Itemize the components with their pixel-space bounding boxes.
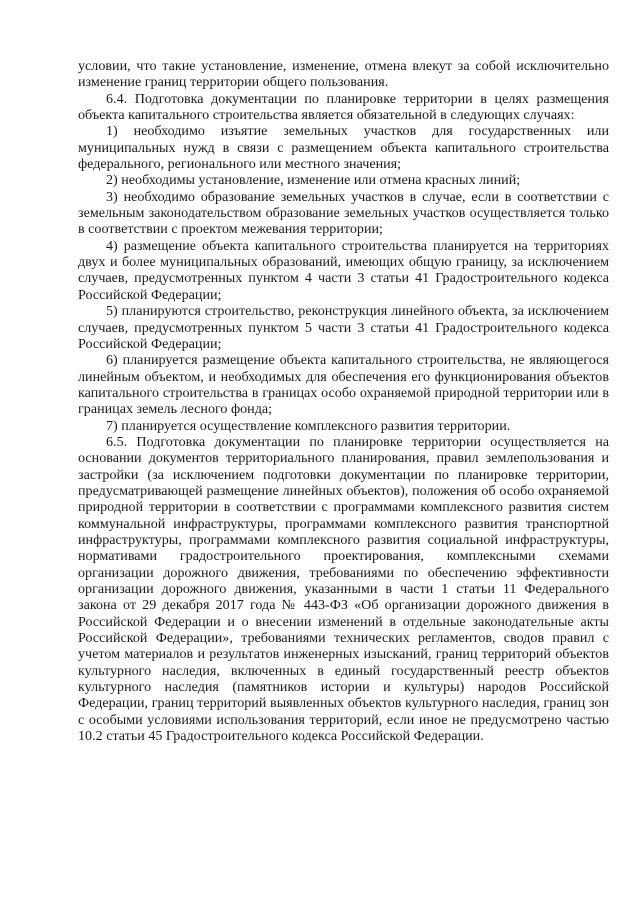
list-item-1: 1) необходимо изъятие земельных участков для государственных или муниципальных нужд в связи с размещением объекта капитального строительства федерального, регионального или местного значения; xyxy=(78,123,609,173)
list-item-3: 3) необходимо образование земельных участков в случае, если в соответствии с земельным законодательством образование земельных участков осуществляется только в соответствии с проектом межевания территории; xyxy=(78,188,609,238)
paragraph-6-4: 6.4. Подготовка документации по планировке территории в целях размещения объекта капитального строительства является обязательной в следующих случаях: xyxy=(78,90,609,124)
list-item-6: 6) планируется размещение объекта капитального строительства, не являющегося линейным объектом, и необходимых для обеспечения его функционирования объектов капитального строительства в границах особо охраняемой природной территории или в границах земель лесного фонда; xyxy=(78,352,609,418)
list-item-7: 7) планируется осуществление комплексного развития территории. xyxy=(106,417,511,434)
list-item-2: 2) необходимы установление, изменение или отмена красных линий; xyxy=(106,172,521,189)
list-item-5: 5) планируются строительство, реконструкция линейного объекта, за исключением случаев, предусмотренных пунктом 5 части 3 статьи 41 Градостроительного кодекса Российской Федерации; xyxy=(78,303,609,352)
list-item-4: 4) размещение объекта капитального строительства планируется на территориях двух и более муниципальных образований, имеющих общую границу, за исключением случаев, предусмотренных пунктом 4 части 3 статьи 41 Градостроительного кодекса Российской Федерации; xyxy=(78,237,609,303)
paragraph-6-5: 6.5. Подготовка документации по планировке территории осуществляется на основании документов территориального планирования, правил землепользования и застройки (за исключением подготовки документации по планировке территории, предусматривающей размещение линейных объектов), положения об особо охраняемой природной территории в соответствии с программами комплексного развития систем коммунальной инфраструктуры, программами комплексного развития транспортной инфраструктуры, программами комплексного развития социальной инфраструктуры, нормативами градостроительного проектирования, комплексными схемами организации дорожного движения, требованиями по обеспечению эффективности организации дорожного движения, указанными в части 1 статьи 11 Федерального закона от 29 декабря 2017 года № 443-ФЗ «Об организации дорожного движения в Российской Федерации и о внесении изменений в отдельные законодательные акты Российской Федерации», требованиями технических регламентов, сводов правил с учетом материалов и результатов инженерных изысканий, границ территорий объектов культурного наследия, включенных в единый государственный реестр объектов культурного наследия (памятников истории и культуры) народов Российской Федерации, границ территорий выявленных объектов культурного наследия, границ зон с особыми условиями использования территорий, если иное не предусмотрено частью 10.2 статьи 45 Градостроительного кодекса Российской Федерации. xyxy=(78,433,609,745)
paragraph-continuation: условии, что такие установление, изменение, отмена влекут за собой исключительно изменение границ территории общего пользования. xyxy=(78,58,609,91)
document-page xyxy=(78,58,609,744)
